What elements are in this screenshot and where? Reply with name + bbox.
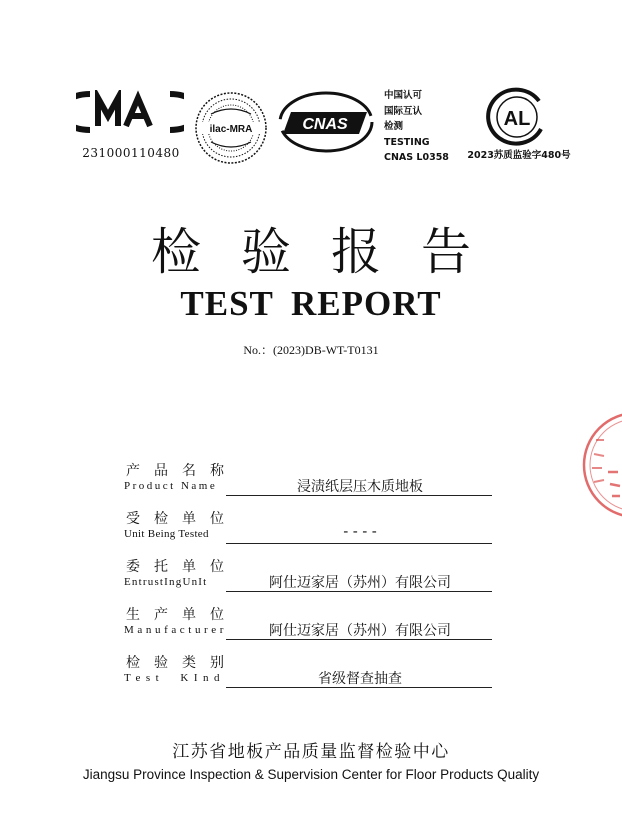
field-product-name (120, 460, 500, 500)
cnas-line-3: 检测 (384, 121, 404, 132)
field-manufacturer (120, 604, 500, 644)
field-label-cn: 生产单位 (126, 607, 238, 623)
field-value: 阿仕迈家居（苏州）有限公司 (269, 575, 451, 591)
field-label-cn: 委托单位 (126, 559, 238, 575)
cnas-label: CNAS (302, 116, 348, 133)
field-unit-tested (120, 508, 500, 548)
field-label-en: EntrustIngUnIt (124, 576, 208, 588)
field-test-kind (120, 652, 500, 692)
cnas-cert-block (384, 88, 449, 166)
certification-logos (0, 82, 622, 172)
field-underline (226, 495, 492, 496)
field-label-en: Manufacturer (124, 624, 228, 636)
cnas-line-4: TESTING (384, 136, 430, 148)
field-value: 浸渍纸层压木质地板 (297, 479, 423, 495)
field-value: - - - - (343, 524, 377, 540)
cnas-line-1: 中国认可 (384, 90, 423, 101)
cma-mark-icon (76, 90, 184, 134)
field-label-cn: 受检单位 (126, 511, 238, 527)
field-entrusting-unit (120, 556, 500, 596)
field-label-en: Product Name (124, 480, 218, 492)
ilac-label: ilac-MRA (209, 124, 253, 135)
cal-mark-icon (485, 87, 549, 147)
organization-chinese: 江苏省地板产品质量监督检验中心 (172, 742, 450, 762)
field-value: 阿仕迈家居（苏州）有限公司 (269, 623, 451, 639)
title-chinese: 检验报告 (151, 223, 511, 281)
red-seal-icon (574, 410, 622, 520)
field-underline (226, 639, 492, 640)
field-underline (226, 591, 492, 592)
field-value: 省级督查抽查 (318, 671, 402, 687)
field-underline (226, 543, 492, 544)
field-label-cn: 检验类别 (126, 655, 238, 671)
cnas-line-2: 国际互认 (384, 105, 423, 117)
cal-number: 2023苏质监验字480号 (467, 150, 571, 161)
field-label-cn: 产品名称 (126, 463, 238, 479)
field-label-en: Unit Being Tested (124, 528, 209, 540)
title-english: TEST REPORT (180, 284, 442, 323)
report-number: No.：(2023)DB-WT-T0131 (243, 343, 379, 357)
field-label-en: Test KInd (124, 672, 226, 684)
cnas-line-5: CNAS L0358 (384, 152, 449, 163)
field-underline (226, 687, 492, 688)
organization-english: Jiangsu Province Inspection & Supervision Center for Floor Products Quality (82, 767, 540, 782)
ilac-mra-icon (193, 90, 269, 166)
cma-number: 231000110480 (82, 146, 180, 160)
cnas-logo-icon (277, 90, 375, 154)
cal-label: AL (503, 108, 531, 130)
